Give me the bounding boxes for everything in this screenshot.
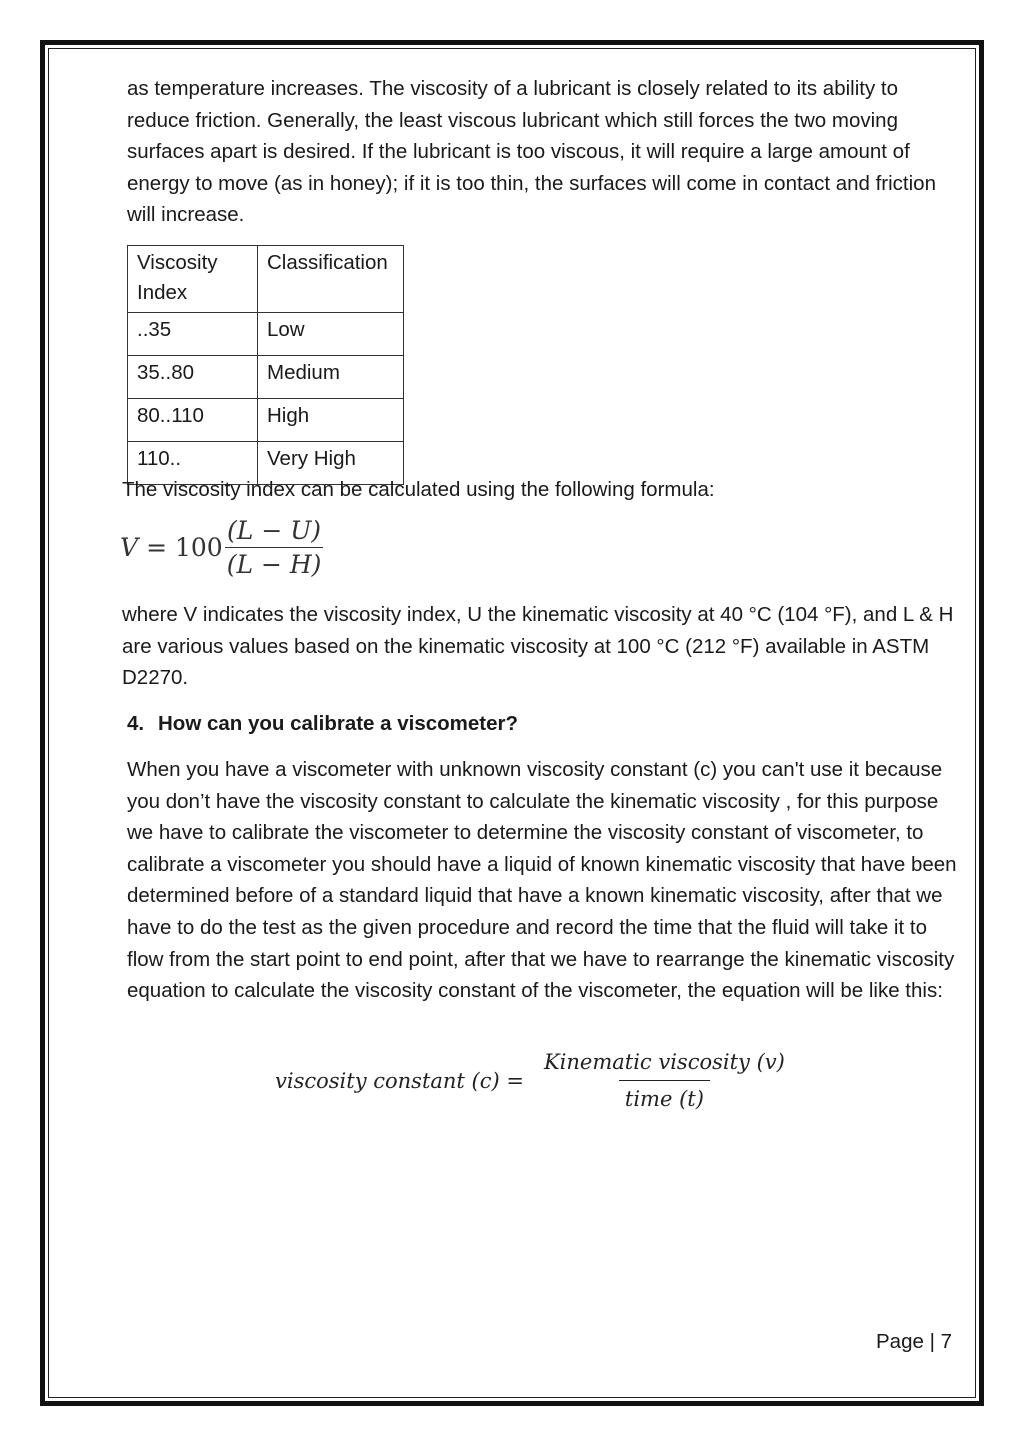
formula-fraction — [225, 516, 324, 579]
table-cell: 80..110 — [128, 399, 258, 442]
page-number: Page | 7 — [876, 1330, 952, 1353]
formula-denominator: time (t) — [619, 1080, 710, 1111]
table-cell: Low — [258, 313, 404, 356]
section-heading — [127, 708, 518, 739]
viscosity-constant-formula — [275, 1050, 791, 1111]
section-number: 4. — [127, 712, 145, 735]
formula-lhs-variable: V — [120, 533, 139, 562]
table-header-cell: Classification — [258, 246, 404, 313]
formula-intro-text: The viscosity index can be calculated using the following formula: — [122, 478, 715, 501]
calibration-paragraph: When you have a viscometer with unknown viscosity constant (c) you can't use it because you don’t have the viscosity constant to calculate the kinematic viscosity , for this purpose we have to calibrate the viscometer to determine the viscosity constant of viscometer, to calibrate a viscometer you should have a liquid of known kinematic viscosity that have been determined before of a standard liquid that have a known kinematic viscosity, after that we have to do the test as the given procedure and record the time that the fluid will take it to flow from the start point to end point, after that we have to rearrange the kinematic viscosity equation to calculate the viscosity constant of the viscometer, the equation will be like this: — [127, 758, 957, 1003]
table-cell: Very High — [258, 442, 404, 485]
intro-paragraph: as temperature increases. The viscosity of a lubricant is closely related to its ability to reduce friction. Generally, the least viscous lubricant which still forces the two moving surfaces apart is desired. If the lubricant is too viscous, it will require a large amount of energy to move (as in honey); if it is too thin, the surfaces will come in contact and friction will increase. — [127, 77, 936, 227]
section-title: How can you calibrate a viscometer? — [158, 712, 519, 735]
table-row — [128, 356, 404, 399]
table-cell: 110.. — [128, 442, 258, 485]
formula-fraction — [538, 1050, 791, 1111]
formula-equals-coefficient: = 100 — [146, 533, 223, 562]
table-cell: 35..80 — [128, 356, 258, 399]
formula-numerator: Kinematic viscosity (v) — [543, 1050, 785, 1074]
viscosity-index-formula — [120, 516, 323, 579]
table-cell: ..35 — [128, 313, 258, 356]
table-cell: High — [258, 399, 404, 442]
formula-denominator: (L − H) — [225, 547, 324, 579]
table-header-row — [128, 246, 404, 313]
table-header-cell: Viscosity Index — [128, 246, 258, 313]
formula-explanation: where V indicates the viscosity index, U the kinematic viscosity at 40 °C (104 °F), and L & H are various values based on the kinematic viscosity at 100 °C (212 °F) available in ASTM D2270. — [122, 603, 954, 690]
formula-lhs: viscosity constant (c) = — [275, 1068, 524, 1093]
table-row — [128, 313, 404, 356]
table-row — [128, 399, 404, 442]
viscosity-index-table — [127, 245, 404, 485]
table-cell: Medium — [258, 356, 404, 399]
formula-numerator: (L − U) — [227, 516, 322, 545]
